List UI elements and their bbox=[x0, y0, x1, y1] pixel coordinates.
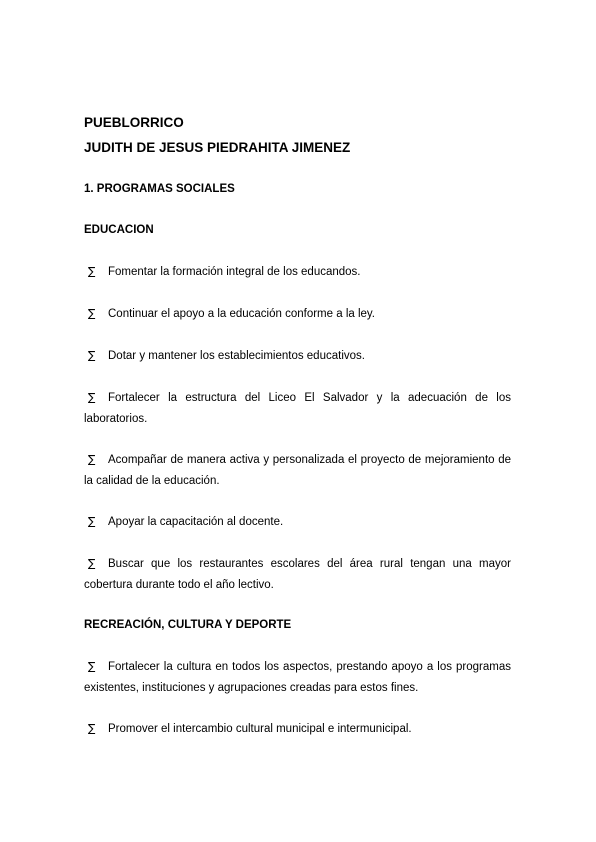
education-item-text: Dotar y mantener los establecimientos educativos. bbox=[108, 350, 365, 362]
education-item bbox=[84, 346, 511, 367]
municipality-title: PUEBLORRICO bbox=[84, 115, 184, 130]
bullet-icon: ∑ bbox=[88, 557, 96, 570]
bullet-icon: ∑ bbox=[88, 660, 96, 673]
recreation-heading: RECREACIÓN, CULTURA Y DEPORTE bbox=[84, 619, 292, 631]
bullet-icon: ∑ bbox=[88, 515, 96, 528]
recreation-item-text: Promover el intercambio cultural municipal e intermunicipal. bbox=[108, 723, 412, 735]
bullet-icon: ∑ bbox=[88, 307, 96, 320]
education-item bbox=[84, 304, 511, 325]
recreation-item-text: Fortalecer la cultura en todos los aspectos, prestando apoyo a los programas existentes, instituciones y agrupaciones creadas para estos fines. bbox=[84, 661, 511, 694]
bullet-icon: ∑ bbox=[88, 265, 96, 278]
bullet-icon: ∑ bbox=[88, 453, 96, 466]
education-item-text: Continuar el apoyo a la educación conforme a la ley. bbox=[108, 308, 376, 320]
education-item bbox=[84, 512, 511, 533]
education-item-text: Buscar que los restaurantes escolares del área rural tengan una mayor cobertura durante todo el año lectivo. bbox=[84, 558, 511, 591]
bullet-icon: ∑ bbox=[88, 722, 96, 735]
education-item-text: Fortalecer la estructura del Liceo El Salvador y la adecuación de los laboratorios. bbox=[84, 392, 511, 425]
education-item bbox=[84, 450, 511, 491]
education-heading: EDUCACION bbox=[84, 224, 154, 236]
bullet-icon: ∑ bbox=[88, 349, 96, 362]
bullet-icon: ∑ bbox=[88, 391, 96, 404]
section-title: 1. PROGRAMAS SOCIALES bbox=[84, 183, 235, 195]
education-item-text: Fomentar la formación integral de los educandos. bbox=[108, 266, 361, 278]
education-item-text: Acompañar de manera activa y personalizada el proyecto de mejoramiento de la calidad de la educación. bbox=[84, 454, 511, 487]
education-item bbox=[84, 262, 511, 283]
recreation-item bbox=[84, 719, 511, 740]
recreation-item bbox=[84, 657, 511, 698]
education-item bbox=[84, 388, 511, 429]
education-item-text: Apoyar la capacitación al docente. bbox=[108, 516, 284, 528]
person-name-title: JUDITH DE JESUS PIEDRAHITA JIMENEZ bbox=[84, 140, 351, 155]
education-item bbox=[84, 554, 511, 595]
